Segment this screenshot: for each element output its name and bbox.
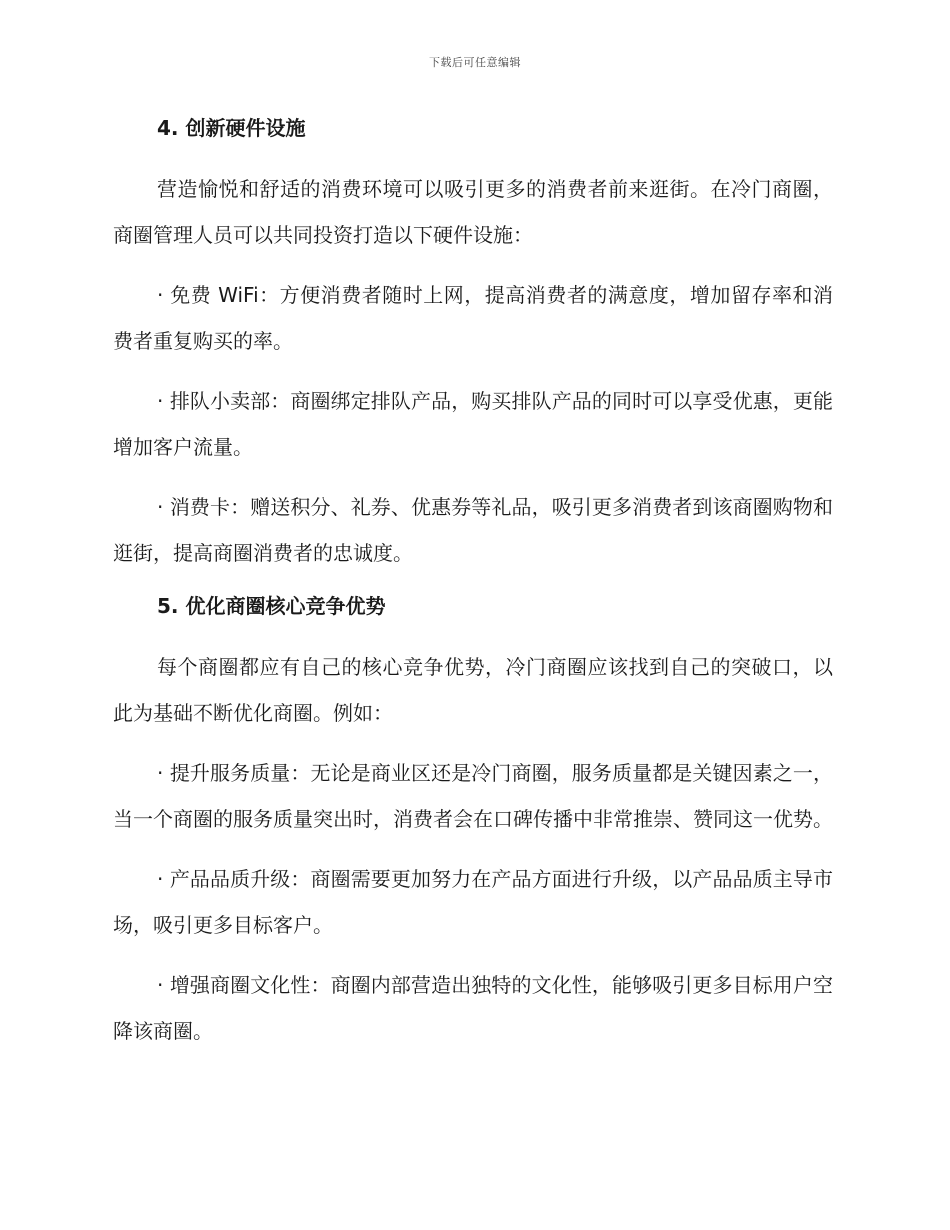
- paragraph: 每个商圈都应有自己的核心竞争优势，冷门商圈应该找到自己的突破口，以此为基础不断优化商圈。例如：: [113, 655, 833, 725]
- section-heading: 5. 优化商圈核心竞争优势: [157, 594, 386, 618]
- section-hardware-facilities: [113, 112, 833, 576]
- bullet-paragraph: · 免费 WiFi：方便消费者随时上网，提高消费者的满意度，增加留存率和消费者重复购买的率。: [113, 283, 833, 353]
- section-core-competitiveness: [113, 590, 833, 1054]
- bullet-paragraph: · 提升服务质量：无论是商业区还是冷门商圈，服务质量都是关键因素之一，当一个商圈的服务质量突出时，消费者会在口碑传播中非常推崇、赞同这一优势。: [113, 761, 833, 831]
- paragraph: 营造愉悦和舒适的消费环境可以吸引更多的消费者前来逛街。在冷门商圈，商圈管理人员可以共同投资打造以下硬件设施：: [113, 177, 833, 247]
- bullet-paragraph: · 增强商圈文化性：商圈内部营造出独特的文化性，能够吸引更多目标用户空降该商圈。: [113, 973, 833, 1043]
- page-header: 下载后可任意编辑: [429, 56, 521, 69]
- document-body: [113, 112, 833, 1068]
- bullet-paragraph: · 排队小卖部：商圈绑定排队产品，购买排队产品的同时可以享受优惠，更能增加客户流量。: [113, 389, 833, 459]
- bullet-paragraph: · 产品品质升级：商圈需要更加努力在产品方面进行升级，以产品品质主导市场，吸引更多目标客户。: [113, 867, 833, 937]
- bullet-paragraph: · 消费卡：赠送积分、礼券、优惠券等礼品，吸引更多消费者到该商圈购物和逛街，提高商圈消费者的忠诚度。: [113, 495, 833, 565]
- section-heading: 4. 创新硬件设施: [157, 116, 306, 140]
